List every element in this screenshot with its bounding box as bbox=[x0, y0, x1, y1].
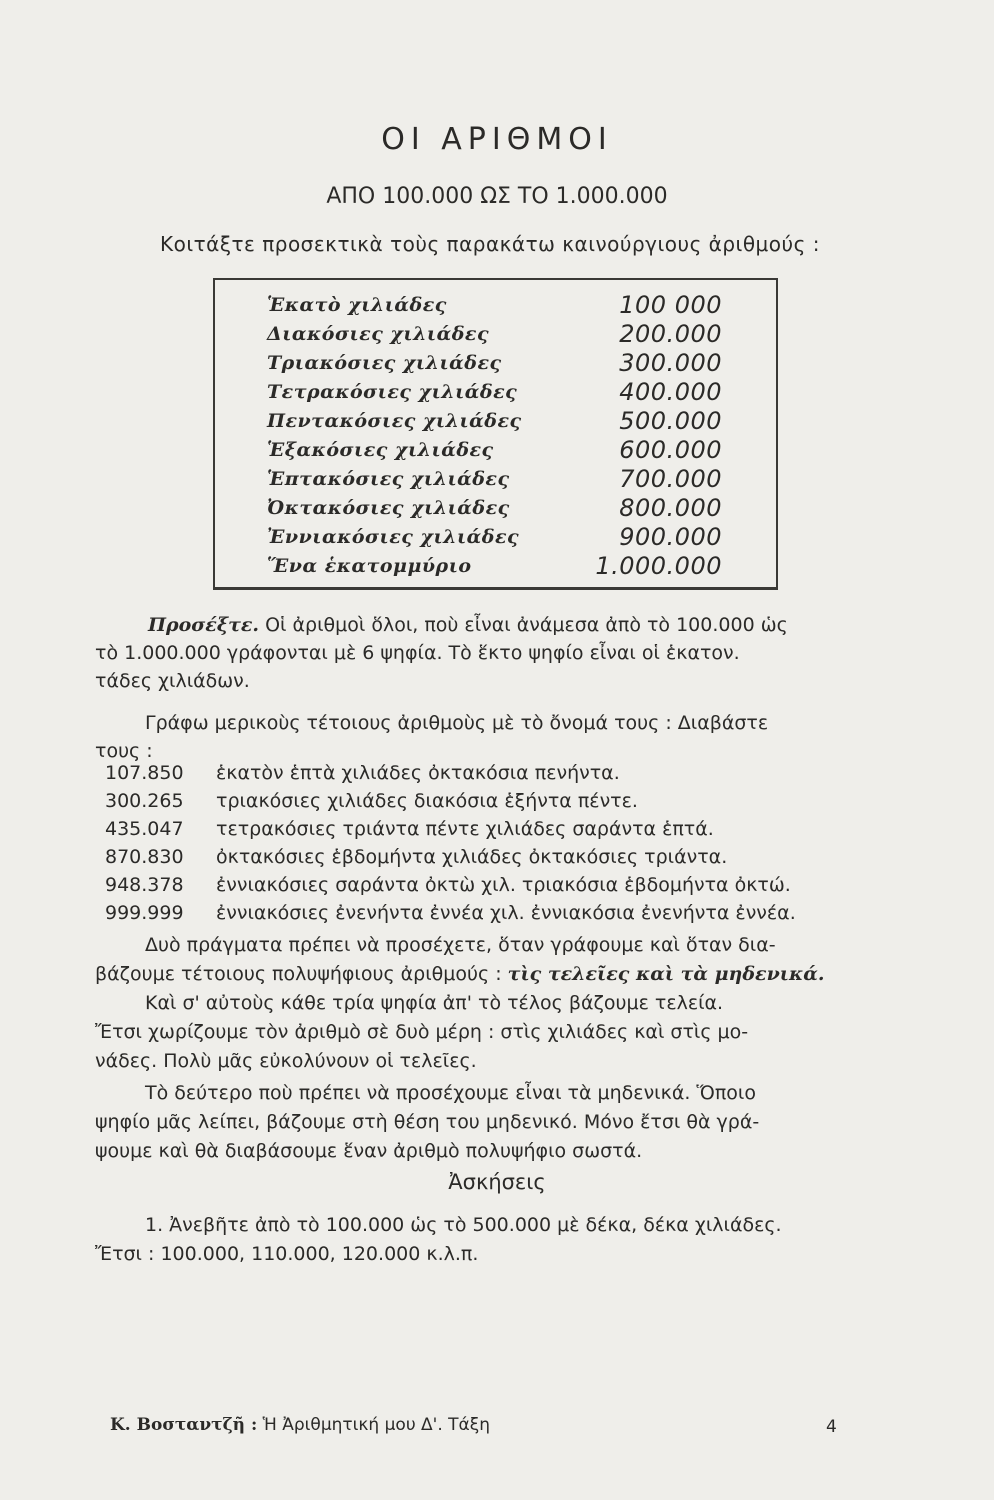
example-words: τριακόσιες χιλιάδες διακόσια ἑξήντα πέντε. bbox=[216, 790, 638, 812]
table-row bbox=[215, 378, 776, 410]
number-word: Ἕνα ἑκατομμύριο bbox=[267, 555, 472, 577]
number-value: 800.000 bbox=[619, 494, 722, 522]
number-value: 500.000 bbox=[619, 407, 722, 435]
page-title: ΟΙ ΑΡΙΘΜΟΙ bbox=[381, 122, 613, 157]
number-word: Τετρακόσιες χιλιάδες bbox=[267, 381, 518, 403]
number-word: Ἑξακόσιες χιλιάδες bbox=[267, 439, 494, 461]
example-number: 948.378 bbox=[105, 874, 184, 896]
paragraph-line: Ἔτσι χωρίζουμε τὸν ἀριθμὸ σὲ δυὸ μέρη : στὶς χιλιάδες καὶ στὶς μο- bbox=[95, 1021, 749, 1043]
number-value: 600.000 bbox=[619, 436, 722, 464]
footer-book-title: Ἡ Ἀριθμητική μου Δ'. Τάξη bbox=[262, 1415, 491, 1435]
paragraph-line: Τὸ δεύτερο ποὺ πρέπει νὰ προσέχουμε εἶναι τὰ μηδενικά. Ὅποιο bbox=[145, 1082, 756, 1104]
table-row bbox=[215, 436, 776, 468]
footer-credit bbox=[110, 1415, 490, 1435]
exercise-line: 1. Ἀνεβῆτε ἀπὸ τὸ 100.000 ὡς τὸ 500.000 μὲ δέκα, δέκα χιλιάδες. bbox=[145, 1214, 782, 1236]
table-row bbox=[215, 494, 776, 526]
paragraph-line: Δυὸ πράγματα πρέπει νὰ προσέχετε, ὅταν γράφουμε καὶ ὅταν δια- bbox=[145, 934, 776, 956]
examples-intro-line: Γράφω μερικοὺς τέτοιους ἀριθμοὺς μὲ τὸ ὄνομά τους : Διαβάστε bbox=[145, 712, 769, 734]
note-label: Προσέξτε. bbox=[148, 614, 260, 636]
example-number: 999.999 bbox=[105, 902, 184, 924]
number-word: Ἑκατὸ χιλιάδες bbox=[267, 294, 447, 316]
paragraph-line: Καὶ σ' αὐτοὺς κάθε τρία ψηφία ἀπ' τὸ τέλος βάζουμε τελεία. bbox=[145, 992, 724, 1014]
number-word: Ἐννιακόσιες χιλιάδες bbox=[267, 526, 520, 548]
example-words: ὀκτακόσιες ἑβδομήντα χιλιάδες ὀκτακόσιες τριάντα. bbox=[216, 846, 728, 868]
table-row bbox=[215, 552, 776, 584]
number-value: 900.000 bbox=[619, 523, 722, 551]
table-row bbox=[215, 465, 776, 497]
emphasis-text: τὶς τελεῖες καὶ τὰ μηδενικά. bbox=[507, 963, 825, 985]
number-value: 300.000 bbox=[619, 349, 722, 377]
example-number: 435.047 bbox=[105, 818, 184, 840]
note-line: τάδες χιλιάδων. bbox=[95, 670, 250, 692]
example-words: ἑκατὸν ἑπτὰ χιλιάδες ὀκτακόσια πενήντα. bbox=[216, 762, 620, 784]
number-value: 1.000.000 bbox=[595, 552, 722, 580]
examples-intro-line: τους : bbox=[95, 740, 153, 762]
number-word: Τριακόσιες χιλιάδες bbox=[267, 352, 502, 374]
example-number: 870.830 bbox=[105, 846, 184, 868]
paragraph-line: ψουμε καὶ θὰ διαβάσουμε ἕναν ἀριθμὸ πολυψήφιο σωστά. bbox=[95, 1140, 643, 1162]
number-word: Διακόσιες χιλιάδες bbox=[267, 323, 490, 345]
exercise-line: Ἔτσι : 100.000, 110.000, 120.000 κ.λ.π. bbox=[95, 1243, 479, 1265]
number-value: 400.000 bbox=[619, 378, 722, 406]
example-words: ἐννιακόσιες ἐνενήντα ἐννέα χιλ. ἐννιακόσια ἐνενήντα ἐννέα. bbox=[216, 902, 796, 924]
example-words: ἐννιακόσιες σαράντα ὀκτὼ χιλ. τριακόσια ἑβδομήντα ὀκτώ. bbox=[216, 874, 791, 896]
number-word: Ὀκτακόσιες χιλιάδες bbox=[267, 497, 510, 519]
numbers-table bbox=[213, 278, 778, 590]
note-text: Οἱ ἀριθμοὶ ὅλοι, ποὺ εἶναι ἀνάμεσα ἀπὸ τὸ 100.000 ὡς bbox=[265, 614, 788, 636]
paragraph-line bbox=[95, 961, 824, 987]
number-value: 200.000 bbox=[619, 320, 722, 348]
example-number: 107.850 bbox=[105, 762, 184, 784]
number-value: 100 000 bbox=[619, 291, 722, 319]
note-line bbox=[148, 612, 788, 638]
example-words: τετρακόσιες τριάντα πέντε χιλιάδες σαράντα ἑπτά. bbox=[216, 818, 714, 840]
page-subtitle: ΑΠΟ 100.000 ΩΣ ΤΟ 1.000.000 bbox=[326, 184, 668, 209]
table-row bbox=[215, 320, 776, 352]
table-row bbox=[215, 349, 776, 381]
table-row bbox=[215, 291, 776, 323]
page-number: 4 bbox=[826, 1417, 837, 1437]
paragraph-text: βάζουμε τέτοιους πολυψήφιους ἀριθμούς : bbox=[95, 963, 502, 985]
exercises-heading: Ἀσκήσεις bbox=[448, 1170, 546, 1194]
table-row bbox=[215, 407, 776, 439]
paragraph-line: ψηφίο μᾶς λείπει, βάζουμε στὴ θέση του μηδενικό. Μόνο ἔτσι θὰ γρά- bbox=[95, 1111, 760, 1133]
note-line: τὸ 1.000.000 γράφονται μὲ 6 ψηφία. Τὸ ἕκτο ψηφίο εἶναι οἱ ἑκατον. bbox=[95, 642, 740, 664]
example-number: 300.265 bbox=[105, 790, 184, 812]
number-word: Ἑπτακόσιες χιλιάδες bbox=[267, 468, 510, 490]
footer-author: Κ. Βοσταντζῆ : bbox=[110, 1415, 258, 1435]
number-value: 700.000 bbox=[619, 465, 722, 493]
paragraph-line: νάδες. Πολὺ μᾶς εὐκολύνουν οἱ τελεῖες. bbox=[95, 1050, 477, 1072]
table-row bbox=[215, 523, 776, 555]
intro-text: Κοιτάξτε προσεκτικὰ τοὺς παρακάτω καινούργιους ἀριθμούς : bbox=[160, 232, 820, 256]
number-word: Πεντακόσιες χιλιάδες bbox=[267, 410, 522, 432]
